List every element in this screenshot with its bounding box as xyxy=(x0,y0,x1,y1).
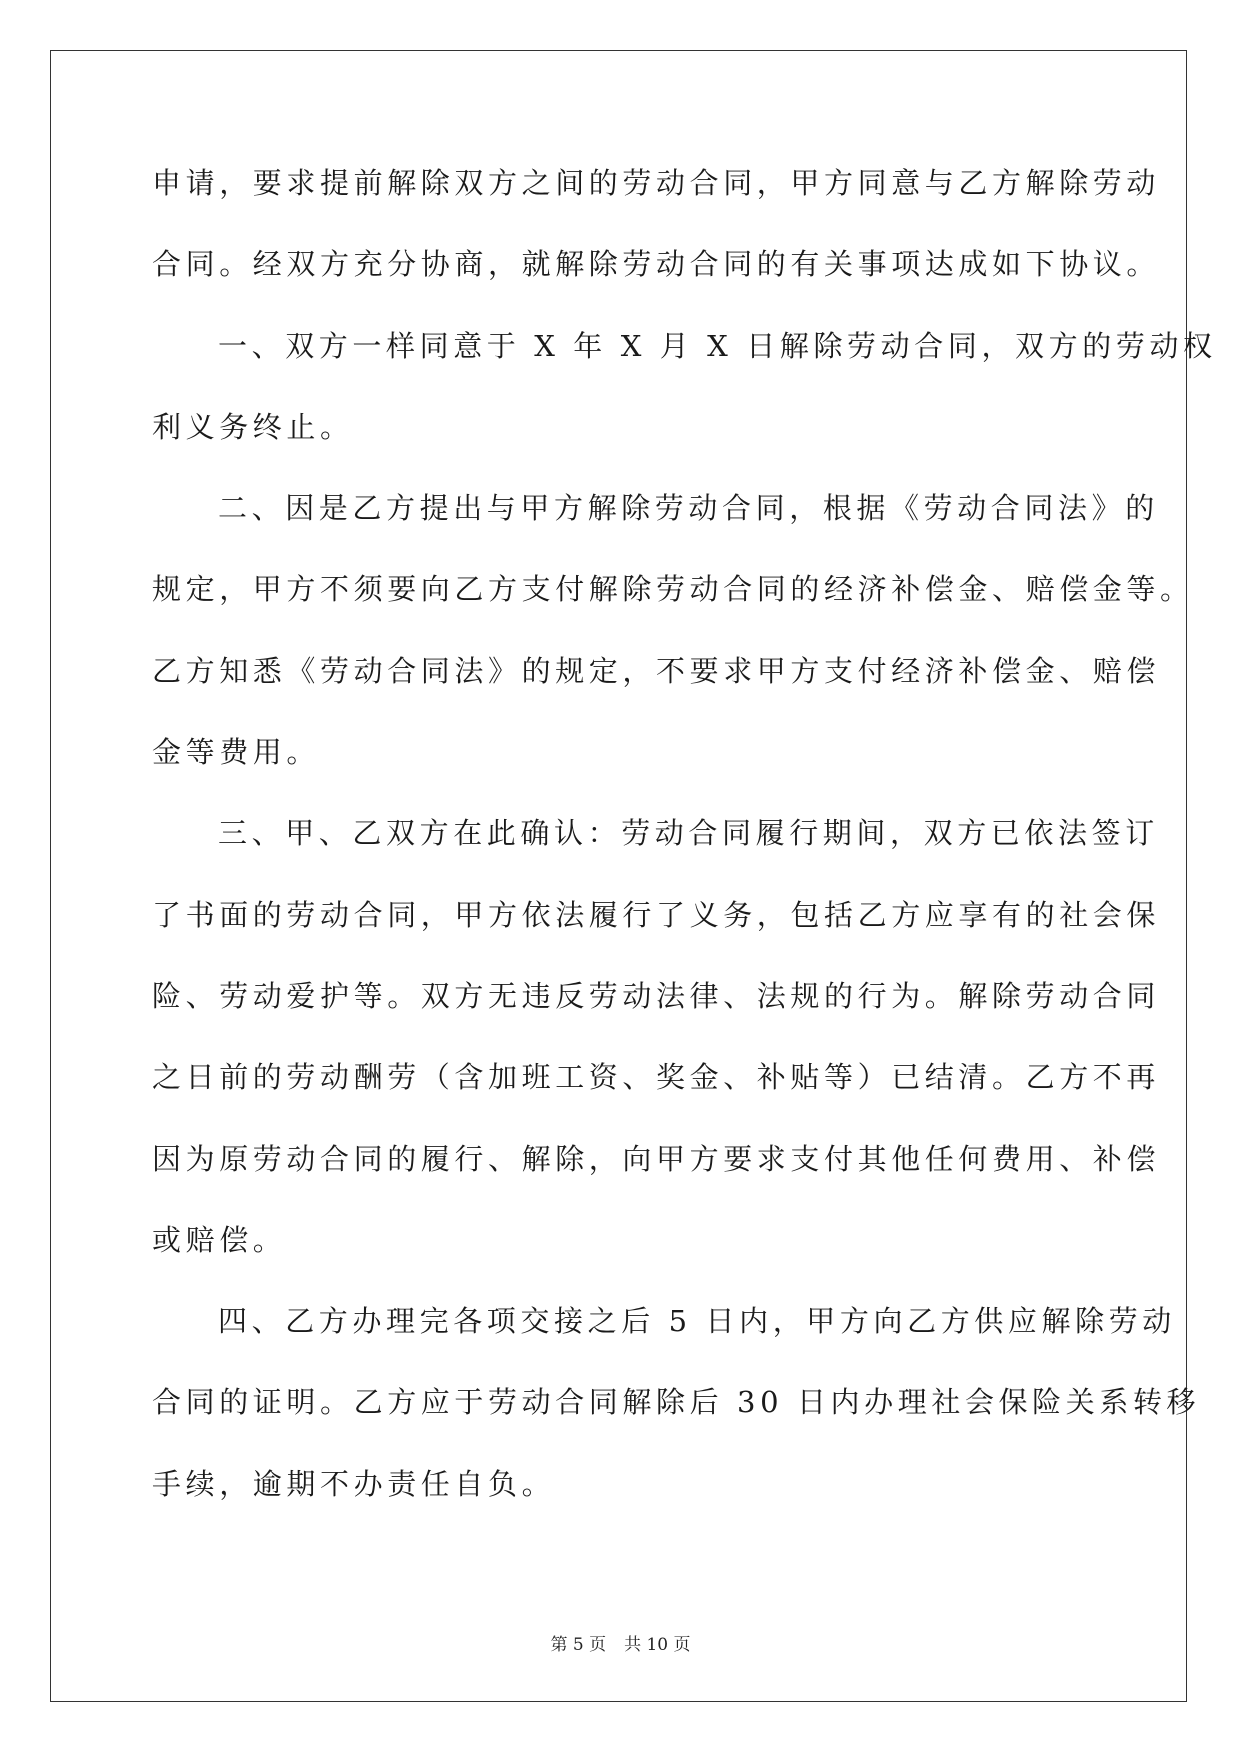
text-line-7: 乙方知悉《劳动合同法》的规定，不要求甲方支付经济补偿金、赔偿 xyxy=(152,653,1161,688)
text-line-14: 或赔偿。 xyxy=(152,1222,287,1257)
text-line-4: 利义务终止。 xyxy=(152,409,354,444)
text-line-15: 四、乙方办理完各项交接之后 5 日内，甲方向乙方供应解除劳动 xyxy=(218,1304,1176,1339)
text-line-1: 申请，要求提前解除双方之间的劳动合同，甲方同意与乙方解除劳动 xyxy=(152,166,1161,200)
text-line-17: 手续，逾期不办责任自负。 xyxy=(152,1466,556,1501)
text-line-11: 险、劳动爱护等。双方无违反劳动法律、法规的行为。解除劳动合同 xyxy=(152,978,1161,1013)
text-line-13: 因为原劳动合同的履行、解除，向甲方要求支付其他任何费用、补偿 xyxy=(152,1141,1161,1176)
text-line-12: 之日前的劳动酬劳（含加班工资、奖金、补贴等）已结清。乙方不再 xyxy=(152,1060,1161,1095)
page-footer xyxy=(0,1630,1241,1655)
text-line-8: 金等费用。 xyxy=(152,735,321,770)
text-line-3: 一、双方一样同意于 X 年 X 月 X 日解除劳动合同，双方的劳动权 xyxy=(218,328,1217,363)
text-line-9: 三、甲、乙双方在此确认：劳动合同履行期间，双方已依法签订 xyxy=(218,816,1159,851)
page-total: 共 10 页 xyxy=(624,1635,691,1655)
page-number: 第 5 页 xyxy=(550,1635,607,1655)
text-line-2: 合同。经双方充分协商，就解除劳动合同的有关事项达成如下协议。 xyxy=(152,247,1161,282)
text-line-5: 二、因是乙方提出与甲方解除劳动合同，根据《劳动合同法》的 xyxy=(218,491,1159,526)
text-line-6: 规定，甲方不须要向乙方支付解除劳动合同的经济补偿金、赔偿金等。 xyxy=(152,572,1194,607)
text-line-16: 合同的证明。乙方应于劳动合同解除后 30 日内办理社会保险关系转移 xyxy=(152,1385,1201,1420)
document-body xyxy=(152,160,1217,1542)
text-line-10: 了书面的劳动合同，甲方依法履行了义务，包括乙方应享有的社会保 xyxy=(152,897,1161,932)
